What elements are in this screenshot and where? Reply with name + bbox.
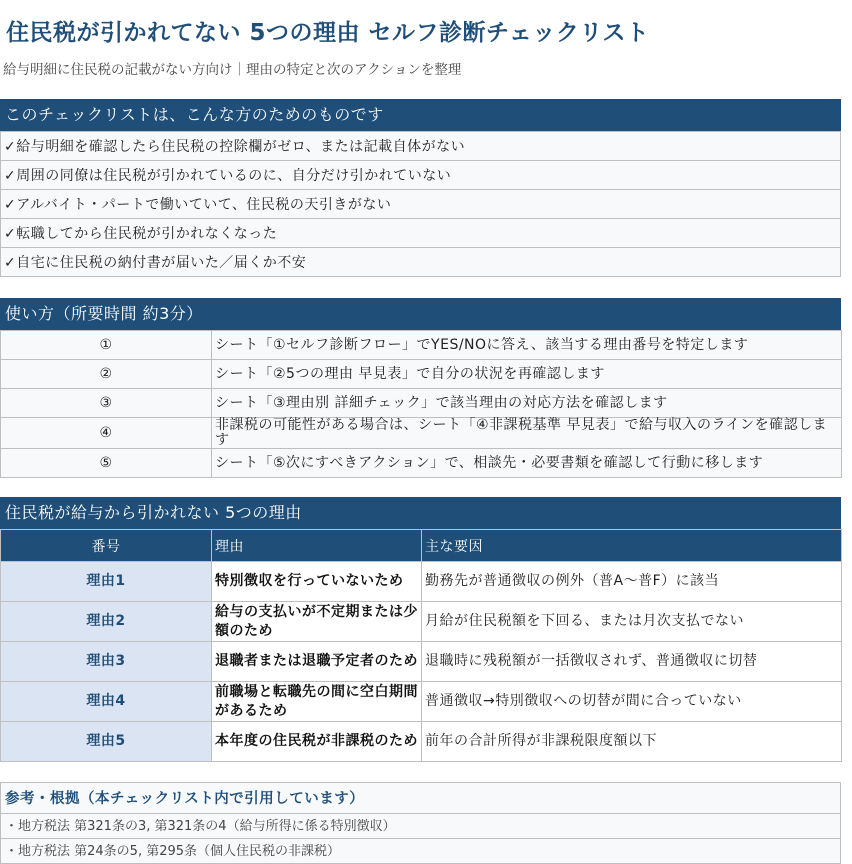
usage-table <box>0 330 842 478</box>
reason-text[interactable]: 退職者または退職予定者のため <box>212 642 422 682</box>
checklist-cell[interactable]: ✓アルバイト・パートで働いていて、住民税の天引きがない <box>1 190 841 219</box>
checklist-row[interactable] <box>1 248 841 277</box>
target-audience-section <box>0 99 841 277</box>
check-icon: ✓ <box>4 197 17 213</box>
cause-text[interactable]: 普通徴収→特別徴収への切替が間に合っていない <box>422 682 842 722</box>
check-icon: ✓ <box>4 139 17 155</box>
step-text[interactable]: 非課税の可能性がある場合は、シート「④非課税基準 早見表」で給与収入のラインを確認します <box>212 418 842 449</box>
reasons-table <box>0 529 842 762</box>
checklist-cell[interactable]: ✓転職してから住民税が引かれなくなった <box>1 219 841 248</box>
table-row[interactable] <box>1 562 842 602</box>
column-header-number[interactable]: 番号 <box>1 530 212 562</box>
usage-section <box>0 298 841 478</box>
step-number[interactable]: ④ <box>1 418 212 449</box>
step-number[interactable]: ① <box>1 331 212 360</box>
reason-number[interactable]: 理由3 <box>1 642 212 682</box>
table-row[interactable] <box>1 642 842 682</box>
table-header-row <box>1 530 842 562</box>
usage-step-row[interactable] <box>1 449 842 478</box>
usage-step-row[interactable] <box>1 418 842 449</box>
step-text[interactable]: シート「②5つの理由 早見表」で自分の状況を再確認します <box>212 360 842 389</box>
cause-text[interactable]: 勤務先が普通徴収の例外（普A～普F）に該当 <box>422 562 842 602</box>
checklist-cell[interactable]: ✓給与明細を確認したら住民税の控除欄がゼロ、または記載自体がない <box>1 132 841 161</box>
page-title: 住民税が引かれてない 5つの理由 セルフ診断チェックリスト <box>6 20 650 46</box>
column-header-reason[interactable]: 理由 <box>212 530 422 562</box>
cause-text[interactable]: 月給が住民税額を下回る、または月次支払でない <box>422 602 842 642</box>
reference-item[interactable]: ・地方税法 第321条の3, 第321条の4（給与所得に係る特別徴収） <box>0 814 841 839</box>
reason-number[interactable]: 理由2 <box>1 602 212 642</box>
reason-number[interactable]: 理由5 <box>1 722 212 762</box>
check-icon: ✓ <box>4 255 17 271</box>
page-subtitle: 給与明細に住民税の記載がない方向け｜理由の特定と次のアクションを整理 <box>3 62 462 78</box>
reference-item[interactable]: ・地方税法 第24条の5, 第295条（個人住民税の非課税） <box>0 839 841 864</box>
cause-text[interactable]: 退職時に残税額が一括徴収されず、普通徴収に切替 <box>422 642 842 682</box>
cause-text[interactable]: 前年の合計所得が非課税限度額以下 <box>422 722 842 762</box>
reference-heading: 参考・根拠（本チェックリスト内で引用しています） <box>0 782 841 814</box>
reason-text[interactable]: 本年度の住民税が非課税のため <box>212 722 422 762</box>
step-text[interactable]: シート「①セルフ診断フロー」でYES/NOに答え、該当する理由番号を特定します <box>212 331 842 360</box>
checklist-row[interactable] <box>1 219 841 248</box>
reason-text[interactable]: 前職場と転職先の間に空白期間があるため <box>212 682 422 722</box>
reasons-section <box>0 497 841 762</box>
usage-step-row[interactable] <box>1 389 842 418</box>
checklist-cell[interactable]: ✓自宅に住民税の納付書が届いた／届くか不安 <box>1 248 841 277</box>
reason-number[interactable]: 理由4 <box>1 682 212 722</box>
checklist-cell[interactable]: ✓周囲の同僚は住民税が引かれているのに、自分だけ引かれていない <box>1 161 841 190</box>
checklist-row[interactable] <box>1 132 841 161</box>
section-heading: このチェックリストは、こんな方のためのものです <box>0 99 841 131</box>
step-number[interactable]: ⑤ <box>1 449 212 478</box>
table-row[interactable] <box>1 602 842 642</box>
check-icon: ✓ <box>4 168 17 184</box>
target-audience-table <box>0 131 841 277</box>
section-heading: 住民税が給与から引かれない 5つの理由 <box>0 497 841 529</box>
reason-text[interactable]: 特別徴収を行っていないため <box>212 562 422 602</box>
section-heading: 使い方（所要時間 約3分） <box>0 298 841 330</box>
check-icon: ✓ <box>4 226 17 242</box>
usage-step-row[interactable] <box>1 360 842 389</box>
step-number[interactable]: ③ <box>1 389 212 418</box>
reference-section <box>0 782 841 864</box>
table-row[interactable] <box>1 722 842 762</box>
column-header-cause[interactable]: 主な要因 <box>422 530 842 562</box>
checklist-row[interactable] <box>1 190 841 219</box>
table-row[interactable] <box>1 682 842 722</box>
checklist-row[interactable] <box>1 161 841 190</box>
reason-number[interactable]: 理由1 <box>1 562 212 602</box>
usage-step-row[interactable] <box>1 331 842 360</box>
step-number[interactable]: ② <box>1 360 212 389</box>
reason-text[interactable]: 給与の支払いが不定期または少額のため <box>212 602 422 642</box>
step-text[interactable]: シート「⑤次にすべきアクション」で、相談先・必要書類を確認して行動に移します <box>212 449 842 478</box>
step-text[interactable]: シート「③理由別 詳細チェック」で該当理由の対応方法を確認します <box>212 389 842 418</box>
